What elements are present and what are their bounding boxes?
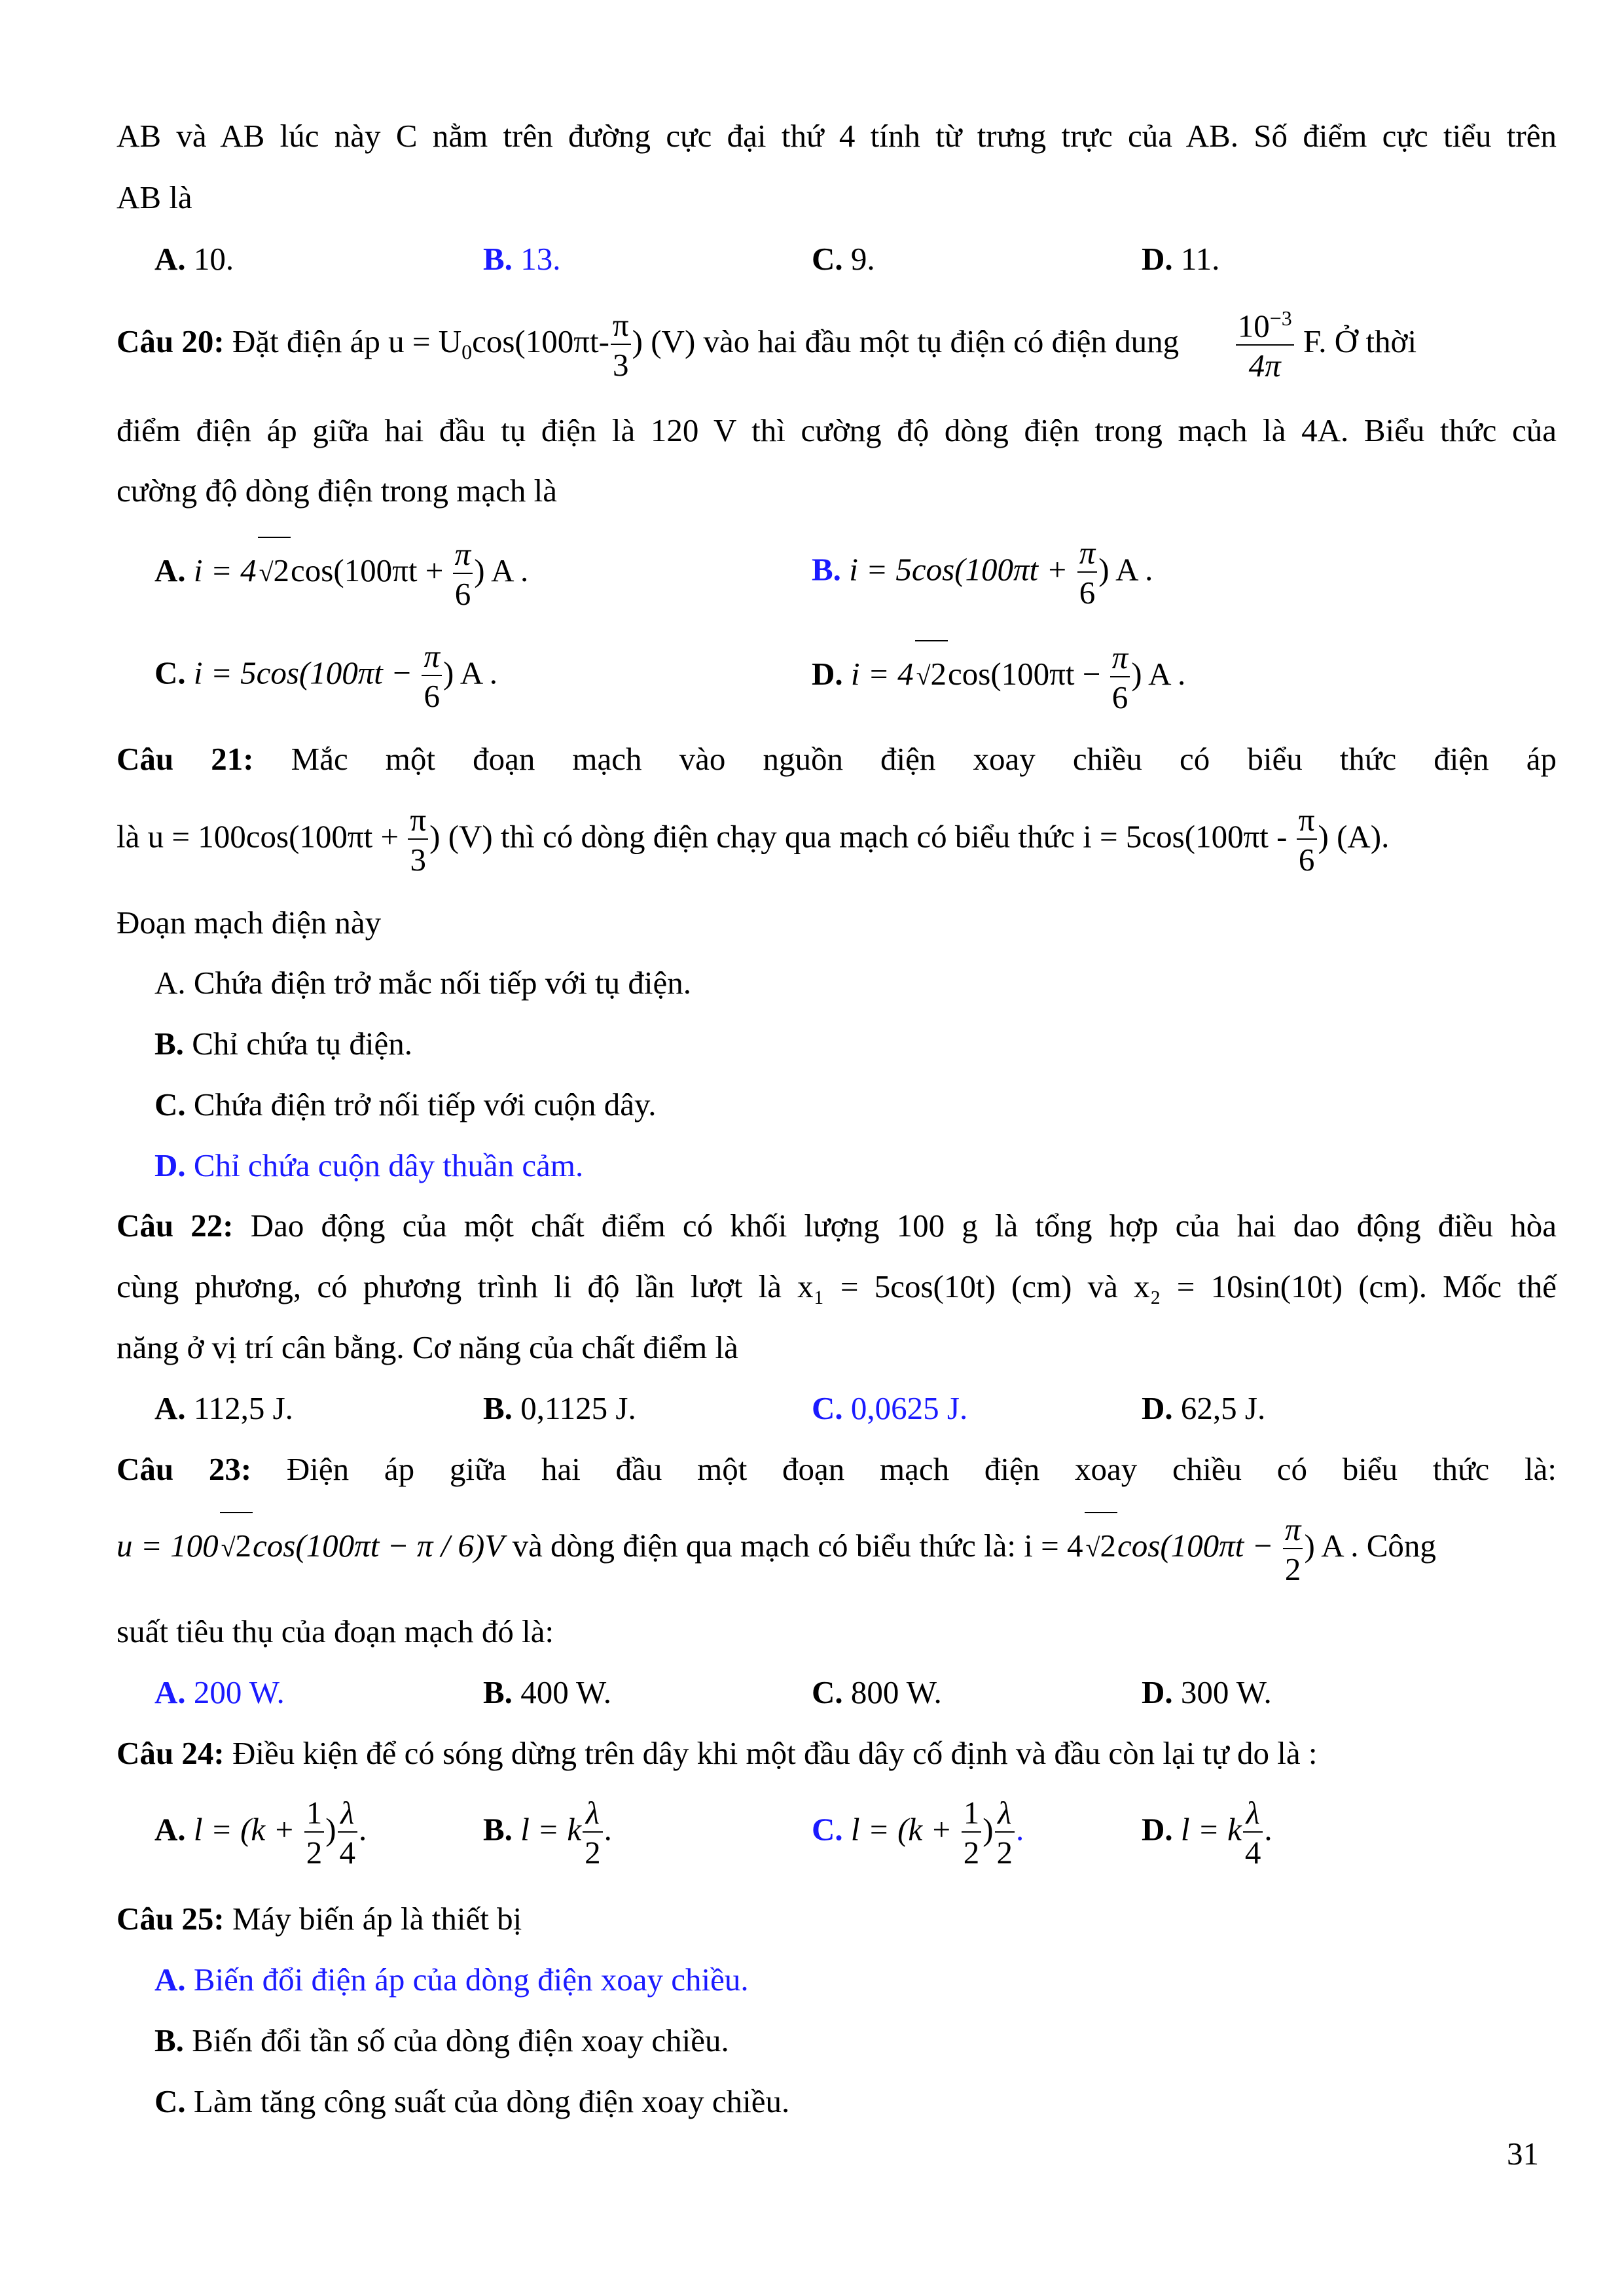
q21-option-d: D. Chỉ chứa cuộn dây thuần cảm.: [154, 1147, 584, 1183]
q21-line-1: Câu 21: Mắc một đoạn mạch vào nguồn điện xoay chiều có biểu thức điện áp: [117, 741, 1557, 777]
q22-line-1: Câu 22: Dao động của một chất điểm có khối lượng 100 g là tổng hợp của hai dao động điều hòa: [117, 1208, 1557, 1244]
intro-line-1: AB và AB lúc này C nằm trên đường cực đại thứ 4 tính từ trưng trực của AB. Số điểm cực tiểu trên: [117, 118, 1557, 154]
q19-option-b: B. 13.: [483, 241, 561, 277]
q22-option-a: A. 112,5 J.: [154, 1390, 293, 1426]
q23-line-3: suất tiêu thụ của đoạn mạch đó là:: [117, 1613, 554, 1649]
page-number: 31: [1507, 2136, 1539, 2172]
q21-line-3: Đoạn mạch điện này: [117, 905, 382, 941]
q20-option-c: C. i = 5cos(100πt − $\frac{\pi}{6}$ ) A .: [154, 638, 498, 714]
q21-option-c: C. Chứa điện trở nối tiếp với cuộn dây.: [154, 1086, 657, 1122]
q21-line-2: là u = 100cos(100πt + $\frac{\pi}{3}$ ) (V) thì có dòng điện chạy qua mạch có biểu thức i = 5cos(100πt - $\frac{\pi}{6}$ ) (A).: [117, 802, 1390, 878]
q25-option-a: A. Biến đổi điện áp của dòng điện xoay chiều.: [154, 1962, 749, 1998]
q25-line-1: Câu 25: Máy biến áp là thiết bị: [117, 1901, 522, 1937]
q20-line-1: Câu 20: Đặt điện áp $u = U_0\cos(100\pi t-$ $\frac{\pi}{3}$ ) (V) vào hai đầu một tụ điện có điện dung $\frac{10^{-3}}{4\pi}$ F. Ở thời: [117, 306, 1417, 384]
q24-option-b: B. l = k $\frac{\lambda}{2}$ .: [483, 1795, 612, 1871]
q19-option-c: C. 9.: [812, 241, 875, 277]
q22-line-2: cùng phương, có phương trình li độ lần lượt là x₁ = 5cos(10t) (cm) và x₂ = 10sin(10t) (cm). Mốc thế: [117, 1268, 1557, 1304]
q24-option-a: A. l = (k + $\frac{1}{2}$ ) $\frac{\lambda}{4}$ .: [154, 1795, 367, 1871]
q20-option-d: D. i = 4 √2cos(100πt − $\frac{\pi}{6}$ ) A .: [812, 639, 1186, 715]
q20-line-3: cường độ dòng điện trong mạch là: [117, 473, 557, 509]
intro-line-2: AB là: [117, 179, 192, 215]
q23-line-1: Câu 23: Điện áp giữa hai đầu một đoạn mạch điện xoay chiều có biểu thức là:: [117, 1451, 1557, 1487]
q23-option-c: C. 800 W.: [812, 1674, 942, 1710]
q24-line-1: Câu 24: Điều kiện để có sóng dừng trên dây khi một đầu dây cố định và đầu còn lại tự do là :: [117, 1735, 1318, 1771]
q24-option-c: C. l = (k + $\frac{1}{2}$ ) $\frac{\lambda}{2}$ .: [812, 1795, 1024, 1871]
q24-option-d: D. l = k $\frac{\lambda}{4}$ .: [1142, 1795, 1272, 1871]
q23-option-d: D. 300 W.: [1142, 1674, 1272, 1710]
q20-line-2: điểm điện áp giữa hai đầu tụ điện là 120 V thì cường độ dòng điện trong mạch là 4A. Biểu thức của: [117, 412, 1557, 448]
q20-option-b: B. i = 5cos(100πt + $\frac{\pi}{6}$ ) A .: [812, 535, 1153, 611]
q22-option-c: C. 0,0625 J.: [812, 1390, 968, 1426]
q25-option-b: B. Biến đổi tần số của dòng điện xoay chiều.: [154, 2022, 729, 2058]
q22-line-3: năng ở vị trí cân bằng. Cơ năng của chất điểm là: [117, 1329, 738, 1365]
q22-option-b: B. 0,1125 J.: [483, 1390, 636, 1426]
q19-option-a: A. 10.: [154, 241, 234, 277]
q23-option-a: A. 200 W.: [154, 1674, 285, 1710]
q20-option-a: A. i = 4 √2cos(100πt + $\frac{\pi}{6}$ ) A .: [154, 535, 529, 612]
q19-option-d: D. 11.: [1142, 241, 1220, 277]
q22-option-d: D. 62,5 J.: [1142, 1390, 1266, 1426]
q25-option-c: C. Làm tăng công suất của dòng điện xoay chiều.: [154, 2083, 790, 2119]
q23-option-b: B. 400 W.: [483, 1674, 612, 1710]
q23-line-2: u = 100 √2cos(100πt − π / 6)V và dòng điện qua mạch có biểu thức là: i = 4 √2cos(100πt − $\frac{\pi}{2}$ ) A . Công: [117, 1511, 1436, 1587]
q21-option-b: B. Chỉ chứa tụ điện.: [154, 1026, 413, 1062]
q21-option-a: A. Chứa điện trở mắc nối tiếp với tụ điện.: [154, 965, 692, 1001]
